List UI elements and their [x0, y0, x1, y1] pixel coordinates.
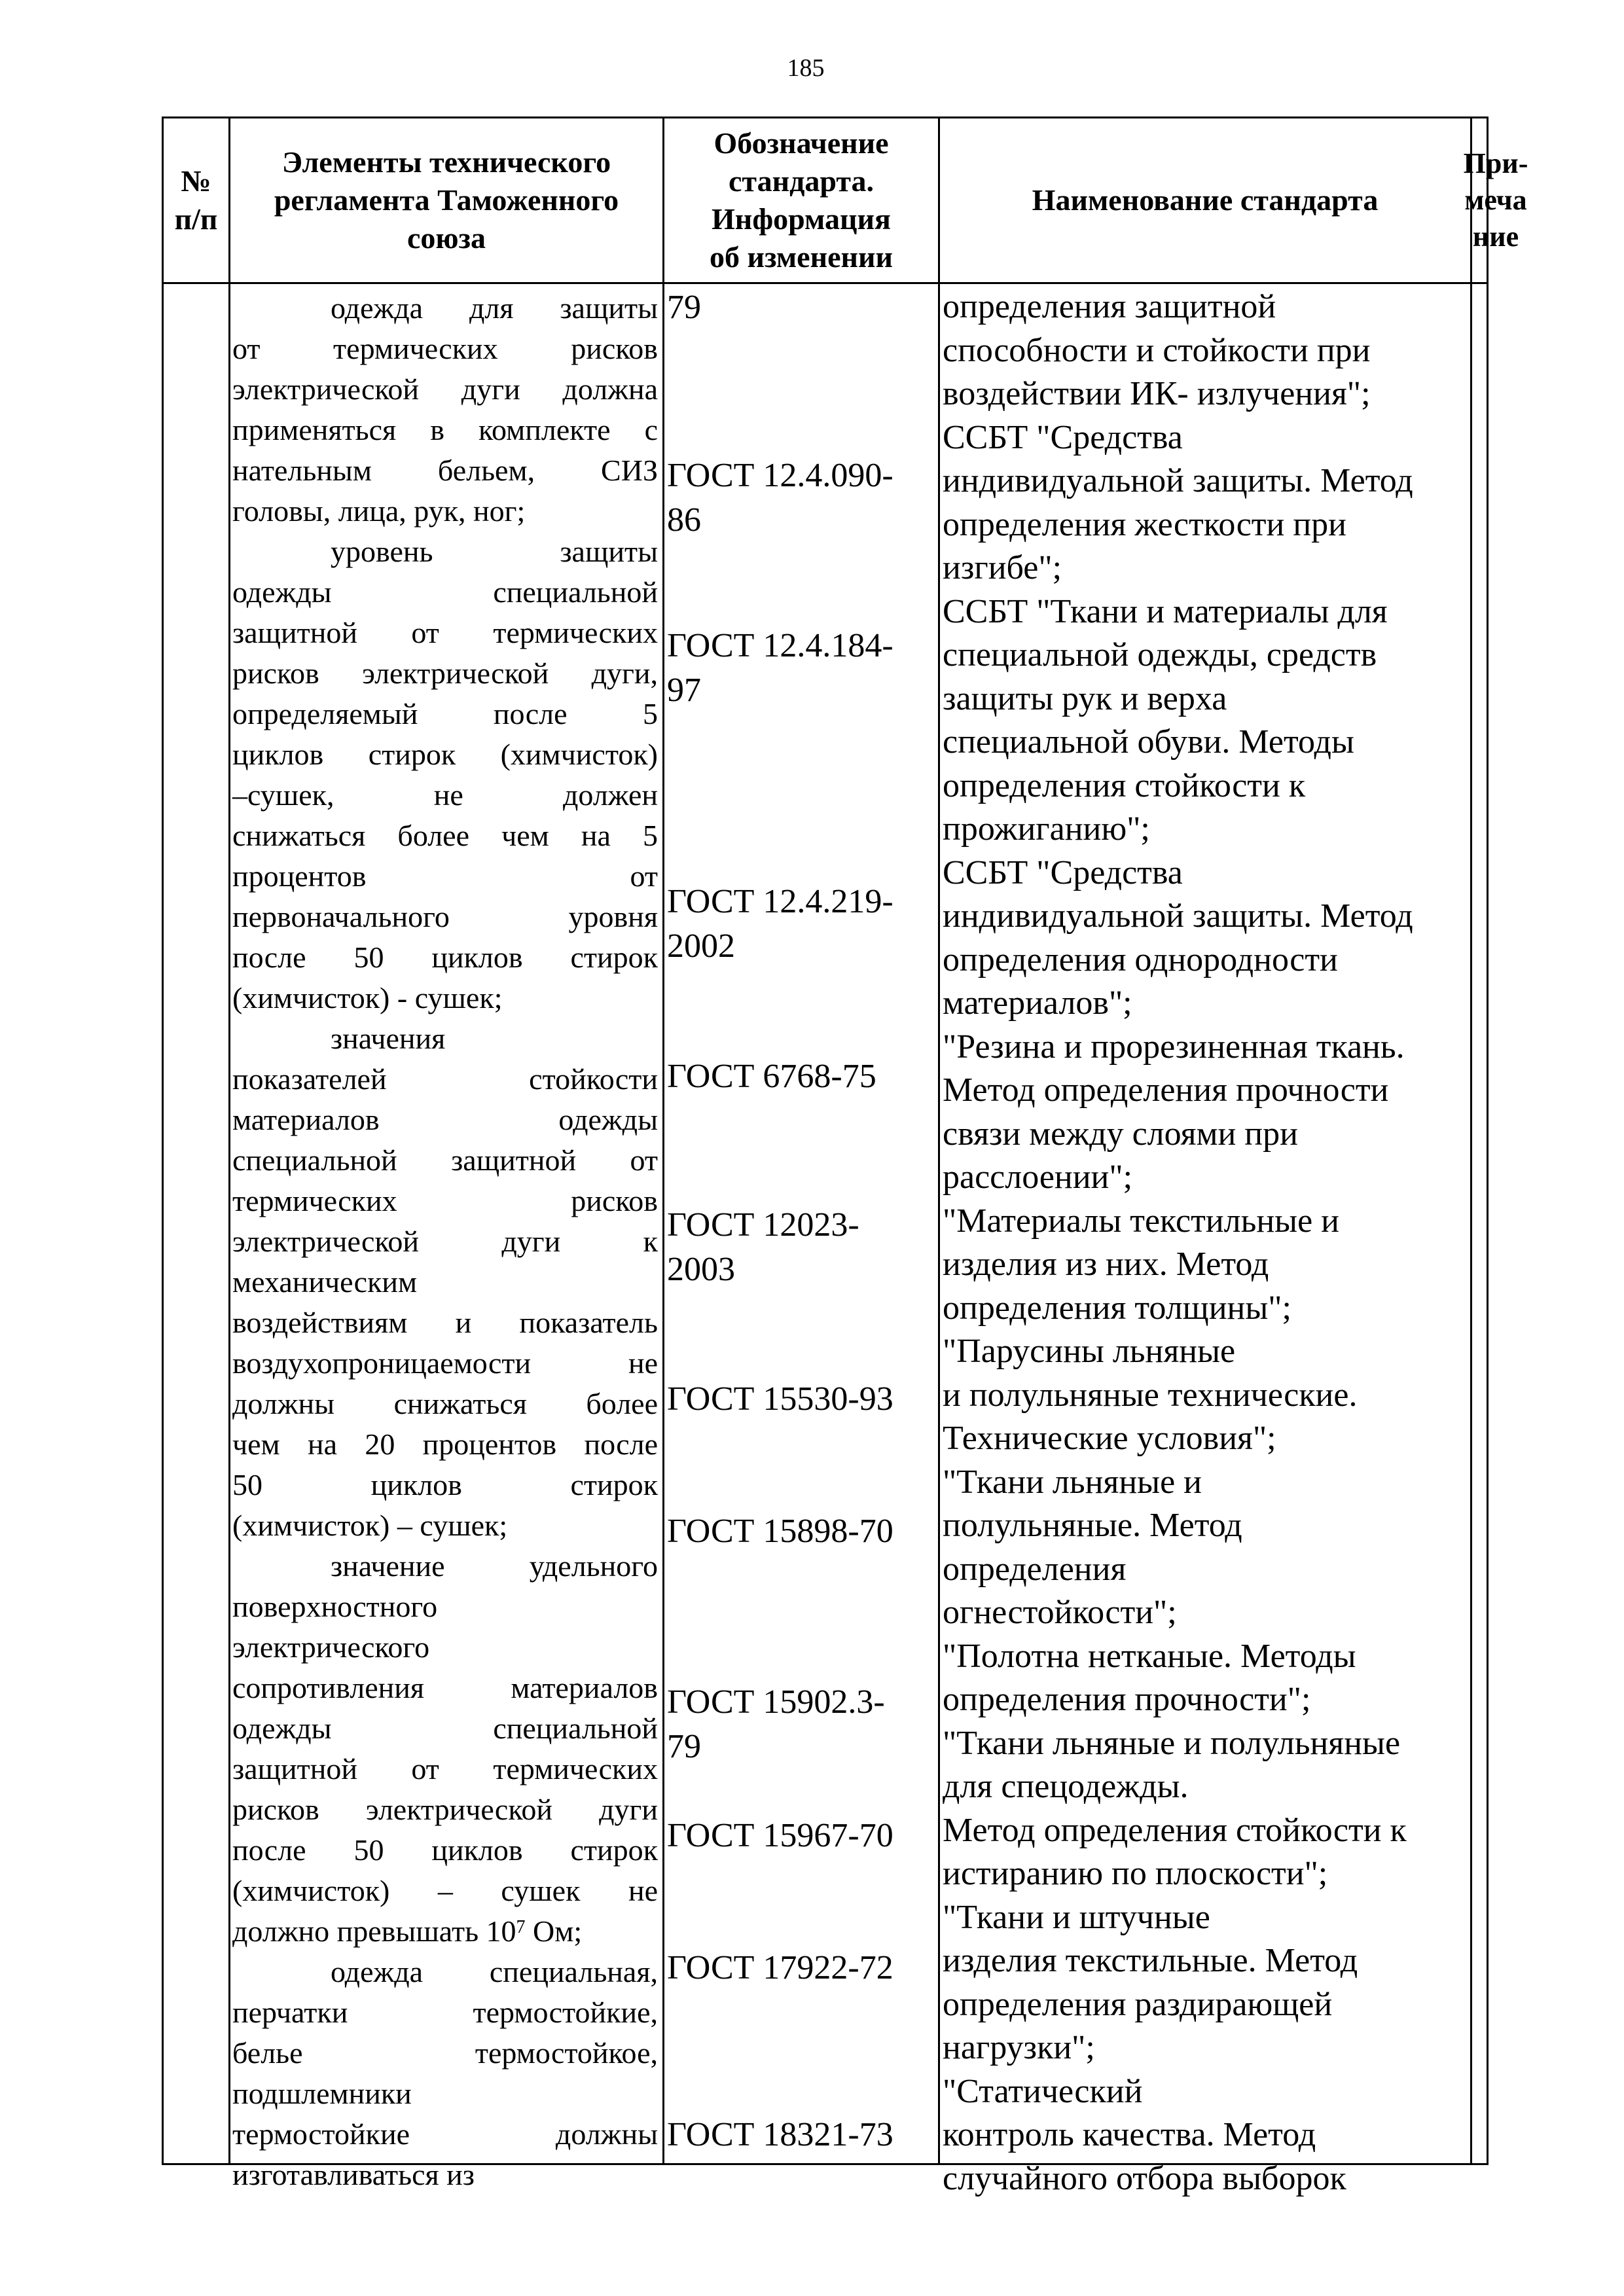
- elements-line: рисков электрической дуги: [232, 1793, 658, 1826]
- elements-line: (химчисток) – сушек не: [232, 1874, 658, 1907]
- standards-table: [162, 117, 1528, 2197]
- elements-line: головы, лица, рук, ног;: [232, 494, 526, 528]
- standard-name-line: случайного отбора выборок: [943, 2159, 1346, 2197]
- elements-line: электрической дуги к: [232, 1225, 658, 1258]
- standard-designation: ГОСТ 15530-93: [667, 1380, 893, 1418]
- header-number: № п/п: [174, 164, 218, 236]
- elements-line: после 50 циклов стирок: [232, 941, 658, 974]
- standard-name-line: Метод определения стойкости к: [943, 1811, 1407, 1849]
- elements-line: материалов одежды: [232, 1103, 658, 1136]
- standard-name-line: истиранию по плоскости";: [943, 1855, 1328, 1892]
- standard-designation: ГОСТ 15967-70: [667, 1817, 893, 1854]
- standard-name-line: определения толщины";: [943, 1289, 1291, 1327]
- elements-line: термических рисков: [232, 1184, 658, 1217]
- standard-name-line: контроль качества. Метод: [943, 2116, 1316, 2153]
- standard-designation: ГОСТ 15898-70: [667, 1513, 893, 1550]
- standard-name-line: расслоении";: [943, 1158, 1133, 1196]
- page-number: 185: [787, 54, 825, 82]
- standard-name-line: Метод определения прочности: [943, 1071, 1389, 1109]
- standard-name-line: "Ткани льняные и: [943, 1463, 1202, 1501]
- elements-line: защитной от термических: [232, 616, 658, 649]
- standard-name-line: прожиганию";: [943, 810, 1150, 848]
- standard-name-line: нагрузки";: [943, 2029, 1095, 2066]
- elements-line: должны снижаться более: [232, 1387, 658, 1420]
- standard-name-line: определения защитной: [943, 288, 1276, 325]
- elements-line: защитной от термических: [232, 1752, 658, 1785]
- elements-line: уровень защиты: [331, 535, 658, 568]
- elements-line: циклов стирок (химчисток): [232, 738, 658, 771]
- header-designation: Обозначение стандарта. Информация об изменении: [709, 126, 893, 274]
- elements-line: значение удельного: [331, 1549, 658, 1583]
- elements-line: одежда специальная,: [331, 1955, 658, 1988]
- standard-name-line: полульняные. Метод: [943, 1507, 1242, 1544]
- standard-designation: ГОСТ 17922-72: [667, 1949, 893, 1986]
- standard-name-line: индивидуальной защиты. Метод: [943, 897, 1413, 935]
- elements-line: рисков электрической дуги,: [232, 656, 658, 690]
- standard-name-line: определения стойкости к: [943, 766, 1306, 804]
- elements-line: (химчисток) - сушек;: [232, 981, 503, 1014]
- elements-line: сопротивления материалов: [232, 1671, 658, 1704]
- elements-line: электрического: [232, 1630, 430, 1664]
- standard-name-line: для спецодежды.: [943, 1768, 1189, 1805]
- elements-line: поверхностного: [232, 1590, 438, 1623]
- standard-designation: 79: [667, 289, 701, 326]
- standard-name-line: материалов";: [943, 984, 1132, 1022]
- standard-designation: ГОСТ 6768-75: [667, 1058, 876, 1095]
- standard-designation: ГОСТ 12023- 2003: [667, 1206, 859, 1288]
- elements-line: –сушек, не должен: [232, 778, 658, 812]
- elements-line: одежды специальной: [232, 1712, 658, 1745]
- power-exponent: 7: [516, 1917, 526, 1937]
- elements-line: определяемый после 5: [232, 697, 658, 730]
- standard-designation: ГОСТ 18321-73: [667, 2116, 893, 2153]
- standard-name-line: определения однородности: [943, 941, 1338, 978]
- elements-line: от термических рисков: [232, 332, 658, 365]
- standard-name-line: "Материалы текстильные и: [943, 1202, 1339, 1240]
- standard-name-line: защиты рук и верха: [943, 679, 1227, 717]
- elements-text: [232, 288, 658, 2195]
- standard-name-line: определения прочности";: [943, 1681, 1311, 1718]
- standard-name-line: "Ткани и штучные: [943, 1898, 1210, 1936]
- elements-line: подшлемники: [232, 2077, 412, 2110]
- standard-name-line: Технические условия";: [943, 1420, 1276, 1457]
- elements-line: после 50 циклов стирок: [232, 1833, 658, 1867]
- standard-name-line: определения жесткости при: [943, 505, 1346, 543]
- standard-name-line: связи между слоями при: [943, 1115, 1298, 1153]
- standard-name-line: индивидуальной защиты. Метод: [943, 462, 1413, 499]
- standard-designation: ГОСТ 12.4.219- 2002: [667, 883, 893, 965]
- elements-line: механическим: [232, 1265, 418, 1299]
- elements-line: одежды специальной: [232, 575, 658, 609]
- header-elements: Элементы технического регламента Таможенного союза: [274, 145, 619, 255]
- standard-name-line: "Парусины льняные: [943, 1333, 1236, 1370]
- standard-name-line: способности и стойкости при: [943, 331, 1371, 369]
- elements-line: нательным бельем, СИЗ: [232, 454, 658, 487]
- standard-designation: ГОСТ 12.4.184- 97: [667, 627, 893, 709]
- elements-line: значения: [331, 1022, 446, 1055]
- elements-line: применяться в комплекте с: [232, 413, 658, 446]
- elements-line: должно превышать $10^7$ Ом;: [232, 1914, 583, 1948]
- standard-name-line: ССБТ "Средства: [943, 418, 1183, 456]
- standard-name-line: ССБТ "Средства: [943, 853, 1183, 891]
- standard-name-line: и полульняные технические.: [943, 1376, 1358, 1414]
- elements-line: процентов от: [232, 859, 658, 893]
- standard-name-line: специальной обуви. Методы: [943, 723, 1354, 761]
- elements-line: перчатки термостойкие,: [232, 1996, 658, 2029]
- elements-line: электрической дуги должна: [232, 372, 658, 406]
- elements-line: (химчисток) – сушек;: [232, 1509, 508, 1542]
- standard-name-line: определения раздирающей: [943, 1985, 1333, 2023]
- elements-line: белье термостойкое,: [232, 2036, 658, 2070]
- standard-name-line: "Ткани льняные и полульняные: [943, 1724, 1401, 1762]
- standard-name-line: изделия из них. Метод: [943, 1246, 1269, 1283]
- standard-name-line: изделия текстильные. Метод: [943, 1942, 1358, 1979]
- elements-line: термостойкие должны: [232, 2117, 658, 2151]
- standard-designation: ГОСТ 12.4.090- 86: [667, 457, 893, 539]
- elements-line: 50 циклов стирок: [232, 1468, 658, 1501]
- standard-name-line: воздействии ИК- излучения";: [943, 375, 1371, 412]
- elements-line: первоначального уровня: [232, 900, 658, 933]
- elements-line: изготавливаться из: [232, 2158, 475, 2191]
- standard-designation: ГОСТ 15902.3- 79: [667, 1683, 885, 1765]
- elements-line: снижаться более чем на 5: [232, 819, 658, 852]
- standard-name-line: огнестойкости";: [943, 1594, 1177, 1631]
- standard-name-line: "Статический: [943, 2072, 1143, 2110]
- elements-line: воздействиям и показатель: [232, 1306, 658, 1339]
- standard-name-line: определения: [943, 1550, 1127, 1588]
- standard-name-line: "Резина и прорезиненная ткань.: [943, 1028, 1405, 1066]
- elements-line: специальной защитной от: [232, 1143, 658, 1177]
- elements-line: показателей стойкости: [232, 1062, 658, 1096]
- standard-names: [943, 285, 1413, 2200]
- standard-name-line: ССБТ "Ткани и материалы для: [943, 592, 1388, 630]
- standard-name-line: изгибе";: [943, 549, 1062, 586]
- elements-line: чем на 20 процентов после: [232, 1427, 658, 1461]
- standard-name-line: специальной одежды, средств: [943, 636, 1377, 673]
- header-note: При- меча ние: [1463, 147, 1528, 253]
- elements-line: одежда для защиты: [331, 291, 658, 325]
- header-name: Наименование стандарта: [1032, 183, 1379, 217]
- standard-name-line: "Полотна нетканые. Методы: [943, 1637, 1356, 1675]
- elements-line: воздухопроницаемости не: [232, 1346, 658, 1380]
